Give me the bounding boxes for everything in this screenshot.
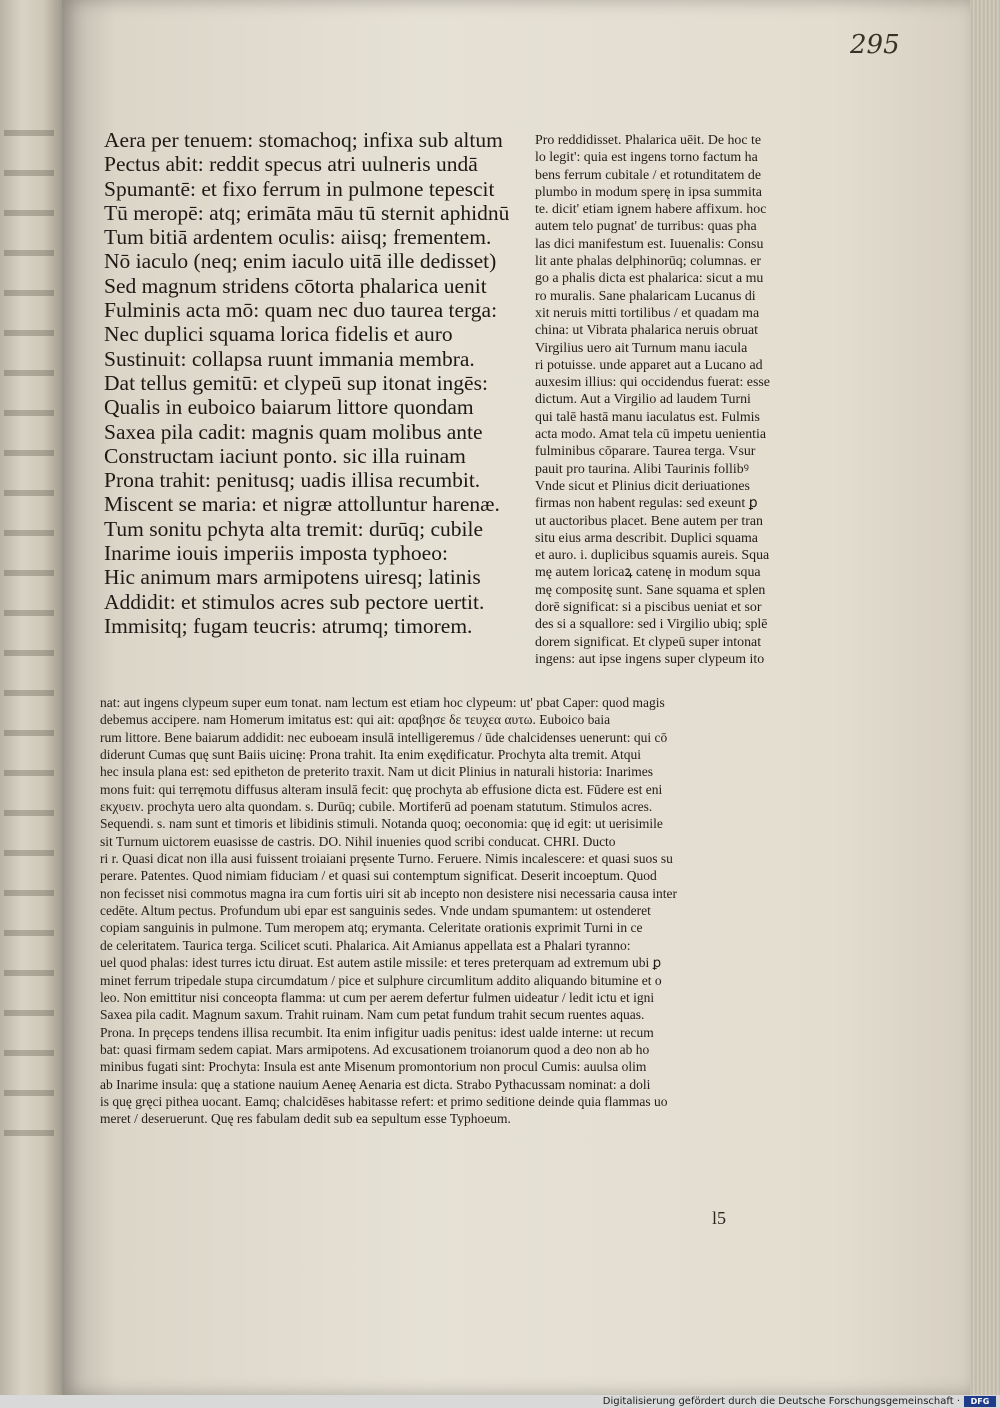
- commentary-line: mę compositę sunt. Sane squama et splen: [535, 582, 766, 598]
- commentary-line: Pro reddidisset. Phalarica uēit. De hoc te: [535, 133, 762, 148]
- commentary-line: diderunt Cumas quę sunt Baiis uicinę: Prona trahit. Ita enim exędificatur. Prochyta alta tremit. Atqui: [100, 747, 642, 763]
- verse-line: Aera per tenuem: stomachoq; infixa sub altum: [104, 128, 503, 152]
- commentary-line: mons fuit: qui terręmotu diffusus alteram insulā fecit: quę prochyta ab effusione dicta est. Fūdere est eni: [100, 781, 663, 797]
- commentary-line: qui talē hastā manu iaculatus est. Fulmis: [535, 409, 760, 425]
- commentary-line: ro muralis. Sane phalaricam Lucanus di: [535, 288, 756, 304]
- commentary-line: uel quod phalas: idest turres ictu diruat. Est autem astile missile: et teres preterquam ad extremum ubi ꝑ: [100, 955, 662, 971]
- verse-line: Saxea pila cadit: magnis quam molibus ante: [104, 419, 483, 444]
- dfg-logo-icon: DFG: [964, 1396, 996, 1407]
- commentary-line: de celeritatem. Taurica terga. Scilicet scuti. Phalarica. Ait Amianus appellata est a Phalari tyranno:: [100, 937, 631, 953]
- commentary-line: lit ante phalas delphinorūq; columnas. er: [535, 254, 762, 270]
- commentary-line: ab Inarime insula: quę a statione nauium Aeneę Aenaria est dicta. Strabo Pythacussam nominat: a doli: [100, 1076, 651, 1092]
- commentary-line: cedēte. Altum pectus. Profundum ubi epar est sanguinis sedes. Vnde undam spumantem: ut ostenderet: [100, 903, 651, 919]
- verse-line: Inarime iouis imperiis imposta typhoeo:: [104, 541, 448, 566]
- verse-line: Fulminis acta mō: quam nec duo taurea terga:: [104, 298, 498, 323]
- verse-line: Sustinuit: collapsa ruunt immania membra.: [104, 346, 475, 371]
- commentary-line: dictum. Aut a Virgilio ad laudem Turni: [535, 392, 751, 408]
- commentary-line: xit neruis mitti tortilibus / et quadam ma: [535, 305, 760, 321]
- commentary-line: ri r. Quasi dicat non illa ausi fuissent troiaiani pręsente Turno. Feruere. Nimis incalescere: et quasi suos su: [100, 851, 673, 867]
- commentary-line: bens ferrum cubitale / et rotunditatem de: [535, 167, 762, 183]
- commentary-line: autem telo pugnat' de turribus: quas pha: [535, 219, 757, 235]
- commentary-line: Vnde sicut et Plinius dicit deriuationes: [535, 478, 750, 494]
- page-block-edge: [970, 0, 1000, 1395]
- commentary-line: ut auctoribus placet. Bene autem per tran: [535, 513, 763, 529]
- commentary-line: Sequendi. s. nam sunt et timoris et libidinis stimuli. Notanda quoq; oeconomia: quę id egit: ut uerisimile: [100, 816, 663, 832]
- verse-line: Pectus abit: reddit specus atri uulneris undā: [104, 152, 478, 177]
- verse-line: Immisitq; fugam teucris: atrumq; timorem.: [104, 613, 473, 638]
- verse-block: [104, 128, 534, 638]
- verse-line: Miscent se maria: et nigræ attolluntur harenæ.: [104, 492, 500, 517]
- commentary-line: et auro. i. duplicibus squamis aureis. Squa: [535, 548, 770, 564]
- commentary-line: minibus fugati sint: Prochyta: Insula est ante Misenum promontorium non procul Cumis: auulsa olim: [100, 1059, 647, 1075]
- commentary-line: lo legit': quia est ingens torno factum ha: [535, 150, 758, 166]
- commentary-line: auxesim illius: qui occidendus fuerat: esse: [535, 375, 770, 391]
- funding-credit: Digitalisierung gefördert durch die Deutsche Forschungsgemeinschaft ·: [602, 1396, 960, 1407]
- commentary-line: ri potuisse. unde apparet aut a Lucano ad: [535, 357, 763, 373]
- commentary-column-right: [535, 132, 857, 668]
- book-page: [62, 0, 970, 1395]
- commentary-line: debemus accipere. nam Homerum imitatus est: qui ait: αραβησε δε τευχεα αυτω. Euboico baia: [100, 712, 611, 728]
- commentary-line: dorem significat. Et clypeū super intonat: [535, 634, 762, 650]
- commentary-line: te. dicit' etiam ignem habere affixum. hoc: [535, 202, 767, 218]
- commentary-line: go a phalis dicta est phalarica: sicut a mu: [535, 271, 764, 287]
- verse-line: Addidit: et stimulos acres sub pectore uertit.: [104, 589, 485, 614]
- commentary-block-bottom: [100, 694, 815, 1128]
- verse-line: Qualis in euboico baiarum littore quondam: [104, 395, 474, 420]
- commentary-line: pauit pro taurina. Alibi Taurinis follibꝰ: [535, 461, 749, 477]
- commentary-line: rum littore. Bene baiarum addidit: nec euboeam insulā intelligeremus / ūde chalcidenses uenerunt: qui cō: [100, 729, 668, 745]
- commentary-line: minet ferrum tripedale stupa circumdatum / pice et sulphure circumlitum addito aliquando bitumine et o: [100, 972, 662, 988]
- verse-line: Tū meropē: atq; erimāta māu tū sternit aphidnū: [104, 200, 510, 225]
- signature-mark: l5: [712, 1208, 727, 1228]
- commentary-line: plumbo in modum sperę in ipsa summita: [535, 184, 762, 200]
- commentary-line: Virgilius uero ait Turnum manu iacula: [535, 340, 748, 356]
- commentary-line: Saxea pila cadit. Magnum saxum. Trahit ruinam. Nam cum petat fundum trahit secum ruentes aquas.: [100, 1007, 645, 1023]
- commentary-line: leo. Non emittitur nisi conceopta flamma: ut cum per aerem defertur fulmen uideatur / ledit ictu et igni: [100, 989, 655, 1005]
- verse-line: Dat tellus gemitū: et clypeū sup itonat ingēs:: [104, 370, 488, 395]
- commentary-line: firmas non habent regulas: sed exeunt ꝑ: [535, 496, 758, 512]
- verse-line: Sed magnum stridens cōtorta phalarica uenit: [104, 273, 487, 298]
- commentary-line: las dici manifestum est. Iuuenalis: Consu: [535, 236, 764, 252]
- verse-line: Hic animum mars armipotens uiresq; latinis: [104, 565, 481, 590]
- commentary-line: situ eius arma describit. Duplici squama: [535, 530, 758, 546]
- commentary-line: dorē significat: si a piscibus ueniat et sor: [535, 600, 762, 616]
- commentary-line: mę autem loricaꝝ catenę in modum squa: [535, 565, 761, 581]
- commentary-line: nat: aut ingens clypeum super eum tonat. nam lectum est etiam hoc clypeum: ut' pbat Caper: quod magis: [100, 695, 665, 710]
- commentary-line: bat: quasi firmam sedem capiat. Mars armipotens. Ad excusationem troianorum quod a deo non ab ho: [100, 1041, 650, 1057]
- commentary-line: des si a squallore: sed i Virgilio ubiq; splē: [535, 617, 768, 633]
- facing-page-edge: [0, 0, 62, 1395]
- commentary-line: copiam sanguinis in pulmone. Tum meropem atq; erymanta. Celeritate orationis exprimit Turni in ce: [100, 920, 643, 936]
- commentary-line: perare. Patentes. Quod nimiam fiduciam / et quasi sui contemptum significat. Deserit incoeptum. Quod: [100, 868, 657, 884]
- commentary-line: hec insula plana est: sed epitheton de preterito traxit. Nam ut dicit Plinius in naturali historia: Inarimes: [100, 764, 653, 780]
- verse-line: Nō iaculo (neq; enim iaculo uitā ille dedisset): [104, 249, 497, 274]
- commentary-line: sit Turnum uictorem euasisse de castris. DO. Nihil inuenies quod scribi conducat. CHRI. Ducto: [100, 833, 616, 849]
- commentary-line: china: ut Vibrata phalarica neruis obruat: [535, 323, 759, 339]
- verse-line: Spumantē: et fixo ferrum in pulmone tepescit: [104, 176, 495, 201]
- folio-number: 295: [850, 30, 900, 60]
- verse-line: Constructam iaciunt ponto. sic illa ruinam: [104, 443, 466, 468]
- commentary-line: meret / deseruerunt. Quę res fabulam dedit sub ea sepultum esse Typhoeum.: [100, 1111, 511, 1127]
- commentary-line: acta modo. Amat tela cū impetu uenientia: [535, 427, 767, 443]
- commentary-line: Prona. In pręceps tendens illisa recumbit. Ita enim infigitur uadis penitus: idest ualde interne: ut recum: [100, 1024, 654, 1040]
- commentary-line: εκχυειν. prochyta uero alta quondam. s. Durūq; cubile. Mortiferū ad poenam statutum. Stimulos acres.: [100, 799, 653, 815]
- verse-line: Prona trahit: penitusq; uadis illisa recumbit.: [104, 468, 481, 493]
- commentary-line: fulminibus cōparare. Taurea terga. Vsur: [535, 444, 756, 460]
- digitization-footer: [0, 1395, 1000, 1408]
- commentary-line: ingens: aut ipse ingens super clypeum ito: [535, 651, 765, 667]
- verse-line: Tum bitiā ardentem oculis: aiisq; frementem.: [104, 225, 492, 250]
- commentary-line: non fecisset nisi commotus magna ira cum fortis uiri sit ab incepto non desistere nisi necessaria causa inter: [100, 885, 677, 901]
- verse-line: Tum sonitu pchyta alta tremit: durūq; cubile: [104, 516, 483, 541]
- verse-line: Nec duplici squama lorica fidelis et auro: [104, 322, 453, 347]
- commentary-line: is quę gręci pithea uocant. Eamq; chalcidēses habitasse refert: et primo seditione deinde quia flammas uo: [100, 1093, 668, 1109]
